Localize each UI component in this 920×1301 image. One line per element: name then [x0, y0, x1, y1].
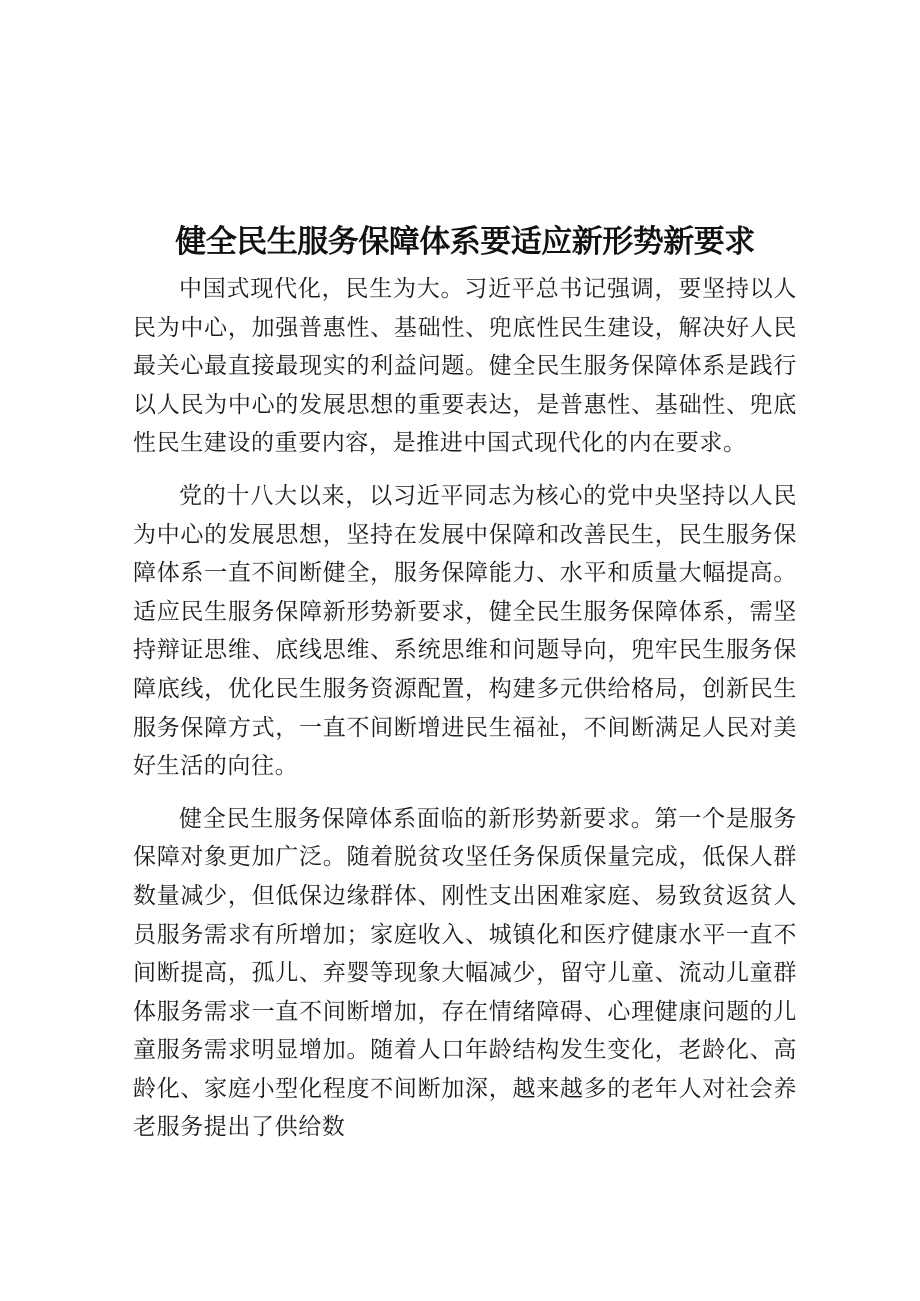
- paragraph-3: 健全民生服务保障体系面临的新形势新要求。第一个是服务保障对象更加广泛。随着脱贫攻坚任务保质保量完成，低保人群数量减少，但低保边缘群体、刚性支出困难家庭、易致贫返贫人员服务需求有所增加；家庭收入、城镇化和医疗健康水平一直不间断提高，孤儿、弃婴等现象大幅减少，留守儿童、流动儿童群体服务需求一直不间断增加，存在情绪障碍、心理健康问题的儿童服务需求明显增加。随着人口年龄结构发生变化，老龄化、高龄化、家庭小型化程度不间断加深，越来越多的老年人对社会养老服务提出了供给数: [133, 805, 797, 1141]
- paragraph-1: 中国式现代化，民生为大。习近平总书记强调，要坚持以人民为中心，加强普惠性、基础性、兜底性民生建设，解决好人民最关心最直接最现实的利益问题。健全民生服务保障体系是践行以人民为中心的发展思想的重要表达，是普惠性、基础性、兜底性民生建设的重要内容，是推进中国式现代化的内在要求。: [133, 276, 797, 457]
- document-title: 健全民生服务保障体系要适应新形势新要求: [175, 224, 755, 260]
- paragraph-2: 党的十八大以来，以习近平同志为核心的党中央坚持以人民为中心的发展思想，坚持在发展中保障和改善民生，民生服务保障体系一直不间断健全，服务保障能力、水平和质量大幅提高。适应民生服务保障新形势新要求，健全民生服务保障体系，需坚持辩证思维、底线思维、系统思维和问题导向，兜牢民生服务保障底线，优化民生服务资源配置，构建多元供给格局，创新民生服务保障方式，一直不间断增进民生福祉，不间断满足人民对美好生活的向往。: [133, 482, 797, 780]
- document-page: [133, 0, 797, 1301]
- document-body: [133, 270, 797, 1161]
